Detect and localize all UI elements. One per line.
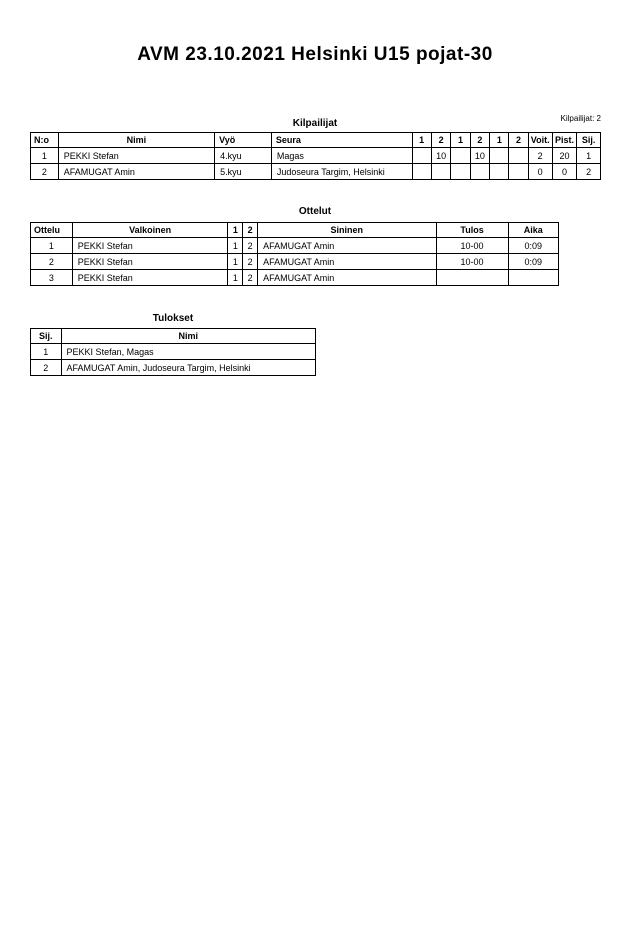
col-header-wins: Voit. xyxy=(528,133,552,148)
col-header-p1: 1 xyxy=(228,223,243,238)
cell-time xyxy=(508,270,558,286)
col-header-m3: 1 xyxy=(451,133,470,148)
cell-result: 10-00 xyxy=(436,254,508,270)
competitors-table xyxy=(30,132,601,180)
col-header-m2: 2 xyxy=(431,133,451,148)
col-header-no: N:o xyxy=(31,133,59,148)
col-header-belt: Vyö xyxy=(215,133,272,148)
cell-result xyxy=(436,270,508,286)
cell-m2: 10 xyxy=(431,148,451,164)
cell-belt: 4.kyu xyxy=(215,148,272,164)
col-header-match-no: Ottelu xyxy=(31,223,73,238)
results-section-label: Tulokset xyxy=(152,313,194,324)
table-header-row xyxy=(31,133,601,148)
cell-wins: 0 xyxy=(528,164,552,180)
cell-match-no: 3 xyxy=(31,270,73,286)
competitors-section-label: Kilpailijat xyxy=(292,118,338,129)
cell-club: Magas xyxy=(271,148,412,164)
cell-belt: 5.kyu xyxy=(215,164,272,180)
table-row xyxy=(31,164,601,180)
cell-result-name: PEKKI Stefan, Magas xyxy=(61,344,315,360)
cell-result-name: AFAMUGAT Amin, Judoseura Targim, Helsinki xyxy=(61,360,315,376)
table-row xyxy=(31,238,559,254)
cell-time: 0:09 xyxy=(508,238,558,254)
cell-m6 xyxy=(509,164,528,180)
cell-p2: 2 xyxy=(243,238,258,254)
cell-blue: AFAMUGAT Amin xyxy=(258,254,436,270)
cell-blue: AFAMUGAT Amin xyxy=(258,238,436,254)
cell-name: PEKKI Stefan xyxy=(58,148,214,164)
table-row xyxy=(31,254,559,270)
matches-section-label: Ottelut xyxy=(298,206,332,217)
cell-time: 0:09 xyxy=(508,254,558,270)
cell-m3 xyxy=(451,164,470,180)
page-title: AVM 23.10.2021 Helsinki U15 pojat-30 xyxy=(137,44,493,65)
col-header-m4: 2 xyxy=(470,133,490,148)
col-header-name: Nimi xyxy=(58,133,214,148)
col-header-result: Tulos xyxy=(436,223,508,238)
col-header-points: Pist. xyxy=(552,133,576,148)
cell-points: 0 xyxy=(552,164,576,180)
cell-blue: AFAMUGAT Amin xyxy=(258,270,436,286)
col-header-result-name: Nimi xyxy=(61,329,315,344)
cell-p1: 1 xyxy=(228,270,243,286)
col-header-m1: 1 xyxy=(412,133,431,148)
cell-m5 xyxy=(490,148,509,164)
cell-m1 xyxy=(412,148,431,164)
col-header-position: Sij. xyxy=(31,329,62,344)
cell-p1: 1 xyxy=(228,254,243,270)
cell-m1 xyxy=(412,164,431,180)
cell-club: Judoseura Targim, Helsinki xyxy=(271,164,412,180)
cell-p2: 2 xyxy=(243,254,258,270)
cell-points: 20 xyxy=(552,148,576,164)
cell-no: 2 xyxy=(31,164,59,180)
cell-white: PEKKI Stefan xyxy=(72,238,228,254)
table-row xyxy=(31,360,316,376)
cell-rank: 2 xyxy=(577,164,601,180)
cell-name: AFAMUGAT Amin xyxy=(58,164,214,180)
col-header-m6: 2 xyxy=(509,133,528,148)
col-header-p2: 2 xyxy=(243,223,258,238)
col-header-club: Seura xyxy=(271,133,412,148)
table-row xyxy=(31,344,316,360)
col-header-blue: Sininen xyxy=(258,223,436,238)
matches-table xyxy=(30,222,559,286)
table-row xyxy=(31,148,601,164)
cell-result: 10-00 xyxy=(436,238,508,254)
cell-m4: 10 xyxy=(470,148,490,164)
table-row xyxy=(31,270,559,286)
table-header-row xyxy=(31,329,316,344)
col-header-white: Valkoinen xyxy=(72,223,228,238)
cell-m2 xyxy=(431,164,451,180)
col-header-time: Aika xyxy=(508,223,558,238)
cell-white: PEKKI Stefan xyxy=(72,270,228,286)
document-page xyxy=(0,44,630,935)
col-header-m5: 1 xyxy=(490,133,509,148)
cell-p2: 2 xyxy=(243,270,258,286)
cell-position: 1 xyxy=(31,344,62,360)
results-table xyxy=(30,328,316,376)
cell-white: PEKKI Stefan xyxy=(72,254,228,270)
cell-position: 2 xyxy=(31,360,62,376)
cell-match-no: 1 xyxy=(31,238,73,254)
competitor-count: Kilpailijat: 2 xyxy=(560,114,601,123)
col-header-rank: Sij. xyxy=(577,133,601,148)
cell-match-no: 2 xyxy=(31,254,73,270)
cell-p1: 1 xyxy=(228,238,243,254)
cell-no: 1 xyxy=(31,148,59,164)
cell-m3 xyxy=(451,148,470,164)
cell-m4 xyxy=(470,164,490,180)
cell-wins: 2 xyxy=(528,148,552,164)
table-header-row xyxy=(31,223,559,238)
cell-m6 xyxy=(509,148,528,164)
cell-rank: 1 xyxy=(577,148,601,164)
cell-m5 xyxy=(490,164,509,180)
